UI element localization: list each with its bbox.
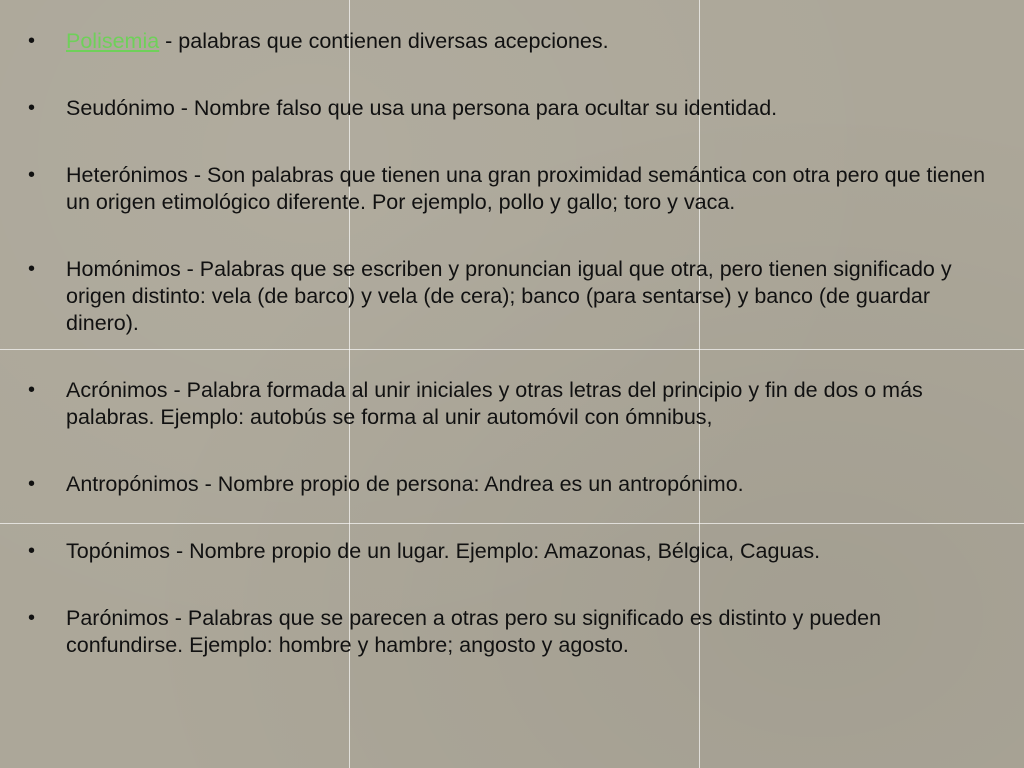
bullet-text: Acrónimos - Palabra formada al unir iniciales y otras letras del principio y fin de dos o más palabras. Ejemplo: autobús se forma al unir automóvil con ómnibus, (66, 378, 923, 429)
bullet-item-homonimos (28, 256, 988, 337)
bullet-text: Antropónimos - Nombre propio de persona: Andrea es un antropónimo. (66, 472, 744, 496)
bullet-item-seudonimo (28, 95, 988, 122)
bullet-text: Heterónimos - Son palabras que tienen una gran proximidad semántica con otra pero que tienen un origen etimológico diferente. Por ejemplo, pollo y gallo; toro y vaca. (66, 163, 986, 214)
bullet-icon: • (28, 30, 36, 52)
bullet-icon: • (28, 258, 36, 280)
bullet-list (28, 28, 988, 699)
bullet-text: Topónimos - Nombre propio de un lugar. Ejemplo: Amazonas, Bélgica, Caguas. (66, 539, 821, 563)
polisemia-link[interactable]: Polisemia (66, 29, 160, 53)
bullet-item-antroponimos (28, 471, 988, 498)
bullet-icon: • (28, 379, 36, 401)
bullet-icon: • (28, 473, 36, 495)
bullet-icon: • (28, 97, 36, 119)
bullet-text: Seudónimo - Nombre falso que usa una persona para ocultar su identidad. (66, 96, 778, 120)
bullet-icon: • (28, 164, 36, 186)
bullet-icon: • (28, 540, 36, 562)
bullet-text: - palabras que contienen diversas acepciones. (159, 29, 609, 53)
bullet-text: Parónimos - Palabras que se parecen a otras pero su significado es distinto y pueden confundirse. Ejemplo: hombre y hambre; angosto y agosto. (66, 606, 882, 657)
bullet-item-paronimos (28, 605, 988, 659)
bullet-item-heteronimos (28, 162, 988, 216)
bullet-icon: • (28, 607, 36, 629)
bullet-item-polisemia (28, 28, 988, 55)
bullet-item-acronimos (28, 377, 988, 431)
bullet-item-toponimos (28, 538, 988, 565)
bullet-text: Homónimos - Palabras que se escriben y pronuncian igual que otra, pero tienen significado y origen distinto: vela (de barco) y vela (de cera); banco (para sentarse) y banco (de guardar dinero). (66, 257, 952, 335)
